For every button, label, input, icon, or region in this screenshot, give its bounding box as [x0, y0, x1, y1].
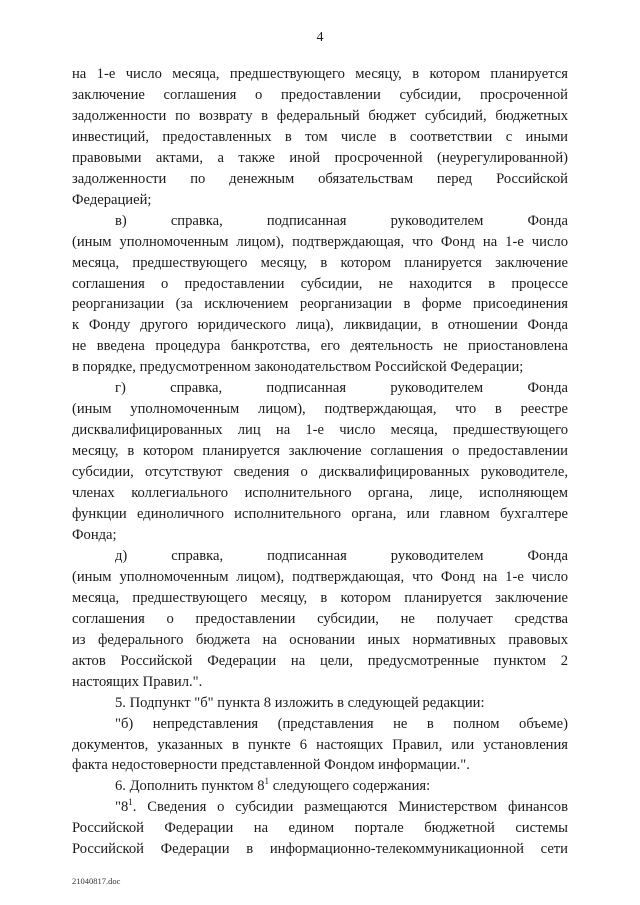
- text-line: не введена процедура банкротства, его деятельность не приостановлена: [72, 338, 568, 355]
- text-line: Российской Федерации в информационно-телекоммуникационной сети: [72, 841, 568, 858]
- text-line: (иным уполномоченным лицом), подтверждающая, что Фонд на 1-е число: [72, 233, 568, 250]
- text-line: реорганизации (за исключением реорганизации в форме присоединения: [72, 296, 568, 313]
- superscript-index: 1: [264, 776, 270, 787]
- text-line: (иным уполномоченным лицом), подтверждающая, что Фонд на 1-е число: [72, 568, 568, 585]
- page-number: 4: [316, 30, 324, 45]
- text-line: соглашения о предоставлении субсидии, не находится в процессе: [72, 275, 568, 292]
- text-line: функции единоличного исполнительного органа, или главном бухгалтере: [72, 506, 568, 523]
- text-line: д) справка, подписанная руководителем Фонда: [115, 547, 568, 564]
- text-line: 5. Подпункт "б" пункта 8 изложить в следующей редакции:: [115, 694, 485, 711]
- text-line: заключение соглашения о предоставлении субсидии, просроченной: [72, 86, 568, 103]
- text-line: месяцу, в котором планируется заключение соглашения о предоставлении: [72, 443, 568, 460]
- text-line: задолженности по возврату в федеральный бюджет субсидий, бюджетных: [72, 107, 568, 124]
- text-line: в порядке, предусмотренном законодательством Российской Федерации;: [72, 359, 524, 376]
- text-line: к Фонду другого юридического лица), ликвидации, в отношении Фонда: [72, 317, 568, 334]
- text-line: месяца, предшествующего месяцу, в котором планируется заключение: [72, 589, 568, 606]
- text-line: документов, указанных в пункте 6 настоящих Правил, или установления: [72, 736, 568, 753]
- text-line: правовыми актами, а также иной просроченной (неурегулированной): [72, 149, 568, 166]
- text-line: Фонда;: [72, 526, 117, 543]
- document-file-code: 21040817.doc: [72, 876, 121, 886]
- text-line: инвестиций, предоставленных в том числе в соответствии с иными: [72, 128, 568, 145]
- text-line: "б) непредставления (представления не в полном объеме): [115, 715, 568, 732]
- text-line: соглашения о предоставлении субсидии, не получает средства: [72, 610, 568, 627]
- text-line: субсидии, отсутствуют сведения о дисквалифицированных руководителе,: [72, 464, 568, 481]
- text-line: настоящих Правил.".: [72, 673, 203, 690]
- text-line: актов Российской Федерации на цели, предусмотренные пунктом 2: [72, 652, 568, 669]
- text-line: на 1-е число месяца, предшествующего месяцу, в котором планируется: [72, 66, 568, 82]
- text-line: г) справка, подписанная руководителем Фонда: [115, 380, 568, 397]
- text-line: 6. Дополнить пунктом $8^1$ следующего содержания:: [115, 776, 431, 795]
- text-line: из федерального бюджета на основании иных нормативных правовых: [72, 631, 568, 648]
- text-line: факта недостоверности представленной Фондом информации.".: [72, 757, 470, 774]
- superscript-index: 1: [128, 797, 133, 808]
- document-body: [72, 64, 568, 860]
- text-line: в) справка, подписанная руководителем Фонда: [115, 212, 568, 229]
- text-line: дисквалифицированных лиц на 1-е число месяца, предшествующего: [72, 422, 568, 439]
- text-line: Российской Федерации на едином портале бюджетной системы: [72, 820, 568, 837]
- text-line: Федерацией;: [72, 191, 152, 208]
- text-line: членах коллегиального исполнительного органа, лице, исполняющем: [72, 485, 568, 502]
- text-line: (иным уполномоченным лицом), подтверждающая, что в реестре: [72, 401, 568, 418]
- text-line: задолженности по денежным обязательствам перед Российской: [72, 170, 568, 187]
- text-line: "$8^1$. Сведения о субсидии размещаются Министерством финансов: [115, 797, 568, 816]
- text-line: месяца, предшествующего месяцу, в котором планируется заключение: [72, 254, 568, 271]
